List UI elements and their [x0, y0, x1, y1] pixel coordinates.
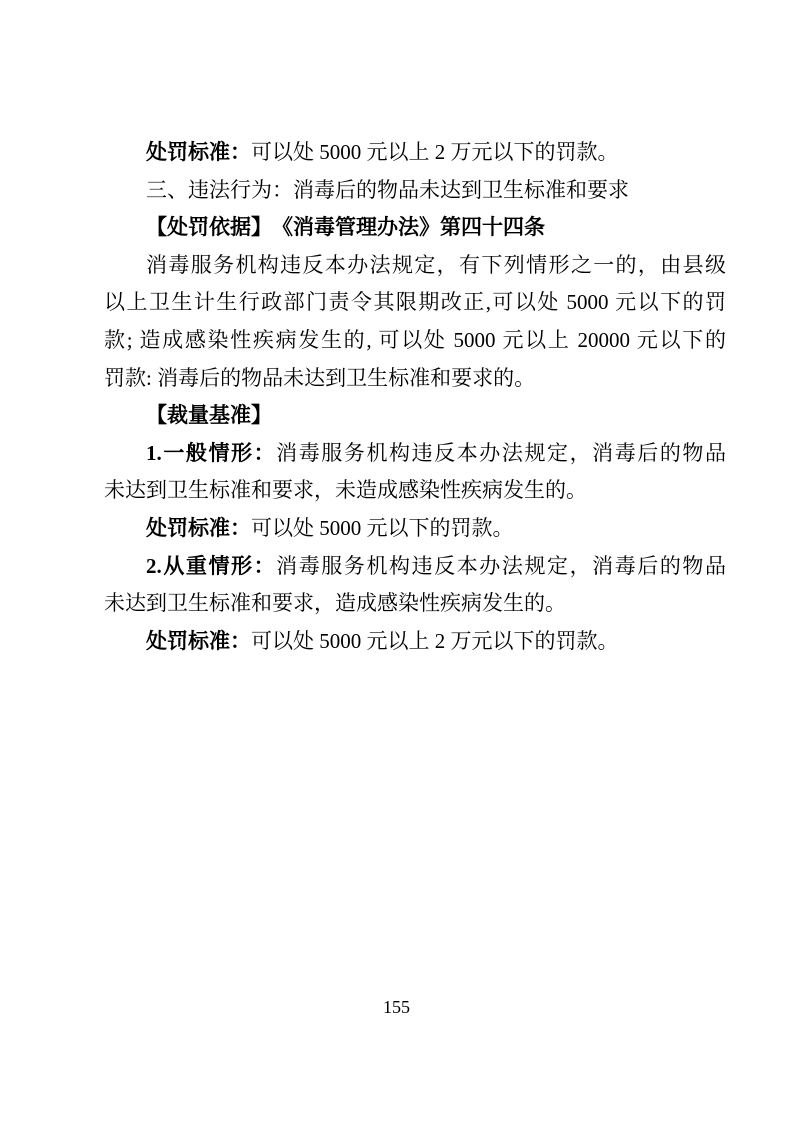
- text-line: [104, 435, 726, 473]
- text-line: [104, 623, 726, 661]
- text-line: [104, 322, 726, 360]
- document-body: [104, 134, 726, 660]
- text-line: [104, 209, 726, 247]
- bold-label: 处罚标准：: [146, 628, 251, 653]
- text-line: [104, 284, 726, 322]
- text-segment: 款; 造成感染性疾病发生的, 可以处 5000 元以上 20000 元以下的: [104, 327, 726, 352]
- text-segment: 消毒服务机构违反本办法规定，消毒后的物品: [276, 553, 727, 578]
- text-segment: 以上卫生计生行政部门责令其限期改正,可以处 5000 元以下的罚: [104, 290, 726, 315]
- text-line: [104, 360, 726, 398]
- text-line: [104, 247, 726, 285]
- text-segment: 可以处 5000 元以上 2 万元以下的罚款。: [251, 628, 619, 653]
- text-line: [104, 134, 726, 172]
- text-line: [104, 585, 726, 623]
- text-line: [104, 472, 726, 510]
- bold-label: 处罚标准：: [146, 515, 251, 540]
- text-segment: 未达到卫生标准和要求，造成感染性疾病发生的。: [104, 591, 566, 616]
- text-line: [104, 172, 726, 210]
- bold-label: 2.从重情形：: [146, 553, 277, 578]
- text-segment: 可以处 5000 元以下的罚款。: [251, 515, 514, 540]
- text-segment: 未达到卫生标准和要求，未造成感染性疾病发生的。: [104, 478, 587, 503]
- bold-label: 【裁量基准】: [146, 403, 272, 428]
- text-segment: 罚款: 消毒后的物品未达到卫生标准和要求的。: [104, 365, 536, 390]
- text-segment: 消毒服务机构违反本办法规定，有下列情形之一的，由县级: [146, 252, 726, 277]
- bold-label: 【处罚依据】 《消毒管理办法》第四十四条: [146, 215, 545, 240]
- text-segment: 消毒服务机构违反本办法规定，消毒后的物品: [276, 440, 727, 465]
- text-line: [104, 548, 726, 586]
- page-number: 155: [383, 997, 410, 1017]
- text-segment: 三、违法行为：消毒后的物品未达到卫生标准和要求: [146, 177, 629, 202]
- bold-label: 1.一般情形：: [146, 440, 277, 465]
- text-line: [104, 397, 726, 435]
- text-segment: 可以处 5000 元以上 2 万元以下的罚款。: [251, 140, 619, 164]
- text-line: [104, 510, 726, 548]
- bold-label: 处罚标准：: [146, 140, 251, 164]
